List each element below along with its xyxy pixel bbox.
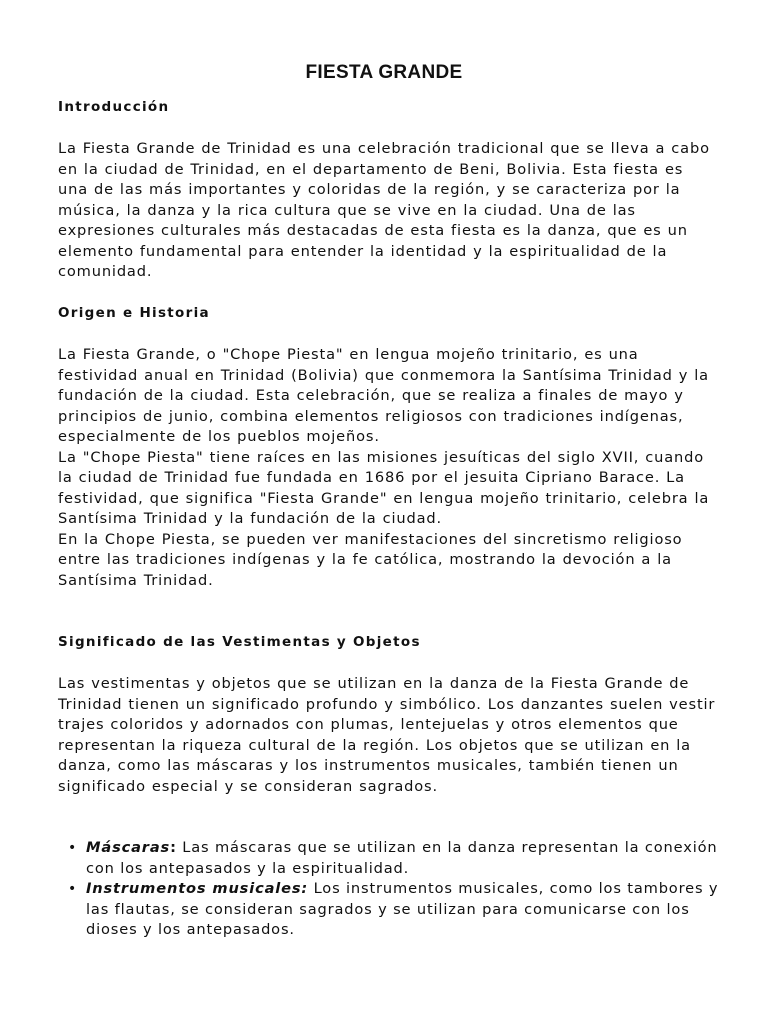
section-origen-body — [58, 345, 718, 591]
section-heading: Introducción — [58, 99, 170, 115]
bullet-text: Las máscaras que se utilizan en la danza representan la conexión con los antepasados y la espiritualidad. — [86, 839, 718, 877]
list-item — [58, 879, 726, 941]
section-significado — [58, 634, 718, 650]
paragraph: Las vestimentas y objetos que se utilizan en la danza de la Fiesta Grande de Trinidad tienen un significado profundo y simbólico. Los danzantes suelen vestir trajes coloridos y adornados con plumas, lentejuelas y otros elementos que representan la riqueza cultural de la región. Los objetos que se utilizan en la danza, como las máscaras y los instrumentos musicales, también tienen un significado especial y se consideran sagrados. — [58, 675, 716, 795]
bullet-separator: : — [170, 839, 177, 856]
list-item — [58, 838, 726, 879]
paragraph: En la Chope Piesta, se pueden ver manifestaciones del sincretismo religioso entre las tradiciones indígenas y la fe católica, mostrando la devoción a la Santísima Trinidad. — [58, 530, 683, 589]
section-origen — [58, 305, 718, 321]
section-heading: Origen e Historia — [58, 305, 210, 321]
bullet-icon: • — [68, 881, 78, 897]
bullet-list — [58, 838, 726, 941]
bullet-term: Instrumentos musicales: — [86, 880, 309, 897]
document-title: FIESTA GRANDE — [305, 62, 463, 83]
section-heading: Significado de las Vestimentas y Objetos — [58, 634, 421, 650]
paragraph: La "Chope Piesta" tiene raíces en las misiones jesuíticas del siglo XVII, cuando la ciudad de Trinidad fue fundada en 1686 por el jesuita Cipriano Barace. La festividad, que significa "Fiesta Grande" en lengua mojeño trinitario, celebra la Santísima Trinidad y la fundación de la ciudad. — [58, 448, 710, 527]
section-significado-body — [58, 674, 718, 797]
section-introduccion — [58, 99, 718, 115]
bullet-icon: • — [68, 840, 78, 856]
paragraph: La Fiesta Grande, o "Chope Piesta" en lengua mojeño trinitario, es una festividad anual en Trinidad (Bolivia) que conmemora la Santísima Trinidad y la fundación de la ciudad. Esta celebración, que se realiza a finales de mayo y principios de junio, combina elementos religiosos con tradiciones indígenas, especialmente de los pueblos mojeños. — [58, 346, 709, 445]
paragraph: La Fiesta Grande de Trinidad es una celebración tradicional que se lleva a cabo en la ciudad de Trinidad, en el departamento de Beni, Bolivia. Esta fiesta es una de las más importantes y coloridas de la región, y se caracteriza por la música, la danza y la rica cultura que se vive en la ciudad. Una de las expresiones culturales más destacadas de esta fiesta es la danza, que es un elemento fundamental para entender la identidad y la espiritualidad de la comunidad. — [58, 140, 710, 280]
bullet-text: Los instrumentos musicales, como los tambores y las flautas, se consideran sagrados y se utilizan para comunicarse con los dioses y los antepasados. — [86, 880, 719, 938]
bullet-term: Máscaras — [86, 839, 171, 856]
section-introduccion-body — [58, 139, 718, 283]
